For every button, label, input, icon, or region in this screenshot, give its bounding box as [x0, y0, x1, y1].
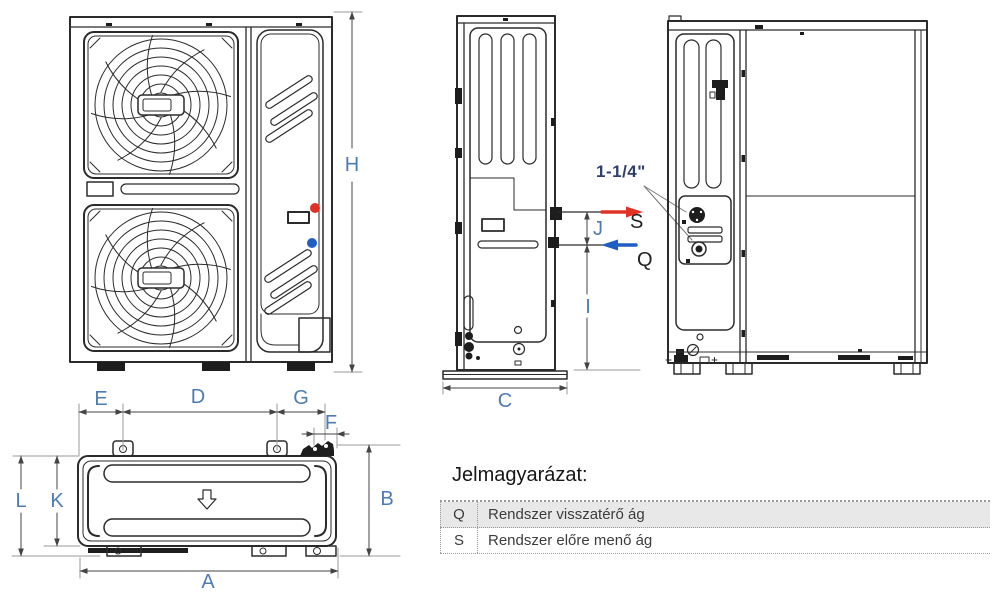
supply-marker-dot	[310, 203, 320, 213]
return-marker-dot	[307, 238, 317, 248]
legend-value-s: Rendszer előre menő ág	[488, 532, 653, 549]
dim-label-f: F	[324, 412, 338, 434]
flow-annotations	[558, 186, 692, 370]
vent-slots-lower	[263, 248, 318, 315]
pipe-size-label: 1-1/4"	[596, 162, 646, 181]
return-pipe-stub	[548, 237, 559, 248]
legend-row-q	[440, 502, 990, 528]
valve-detail	[300, 441, 334, 456]
dim-label-c: C	[497, 390, 513, 412]
legend-key-s: S	[440, 528, 478, 553]
top-view	[12, 404, 400, 578]
vent-slots-upper	[264, 74, 318, 143]
dim-label-k: K	[47, 491, 66, 511]
dim-label-l: L	[12, 491, 29, 511]
legend	[440, 464, 990, 554]
dim-label-b: B	[380, 488, 394, 510]
fan-grille-top	[84, 32, 238, 178]
legend-key-q: Q	[440, 502, 478, 527]
airflow-arrow-icon	[198, 490, 216, 509]
side-view	[443, 16, 567, 394]
legend-row-s	[440, 528, 990, 554]
dim-label-j: J	[593, 218, 603, 240]
dim-label-e: E	[94, 388, 108, 410]
dim-label-g: G	[293, 387, 309, 409]
legend-title: Jelmagyarázat:	[452, 464, 588, 486]
dim-label-i: I	[582, 297, 594, 317]
front-view	[70, 12, 362, 372]
supply-label: S	[630, 211, 644, 233]
dim-label-h: H	[342, 155, 362, 175]
back-view	[666, 16, 927, 374]
display-window	[288, 212, 309, 223]
supply-pipe-stub	[550, 207, 562, 220]
legend-table	[440, 500, 990, 554]
dim-label-d: D	[190, 386, 206, 408]
legend-value-q: Rendszer visszatérő ág	[488, 506, 645, 523]
fan-grille-bottom	[84, 205, 238, 351]
return-label: Q	[637, 249, 653, 271]
dim-label-a: A	[201, 571, 215, 593]
